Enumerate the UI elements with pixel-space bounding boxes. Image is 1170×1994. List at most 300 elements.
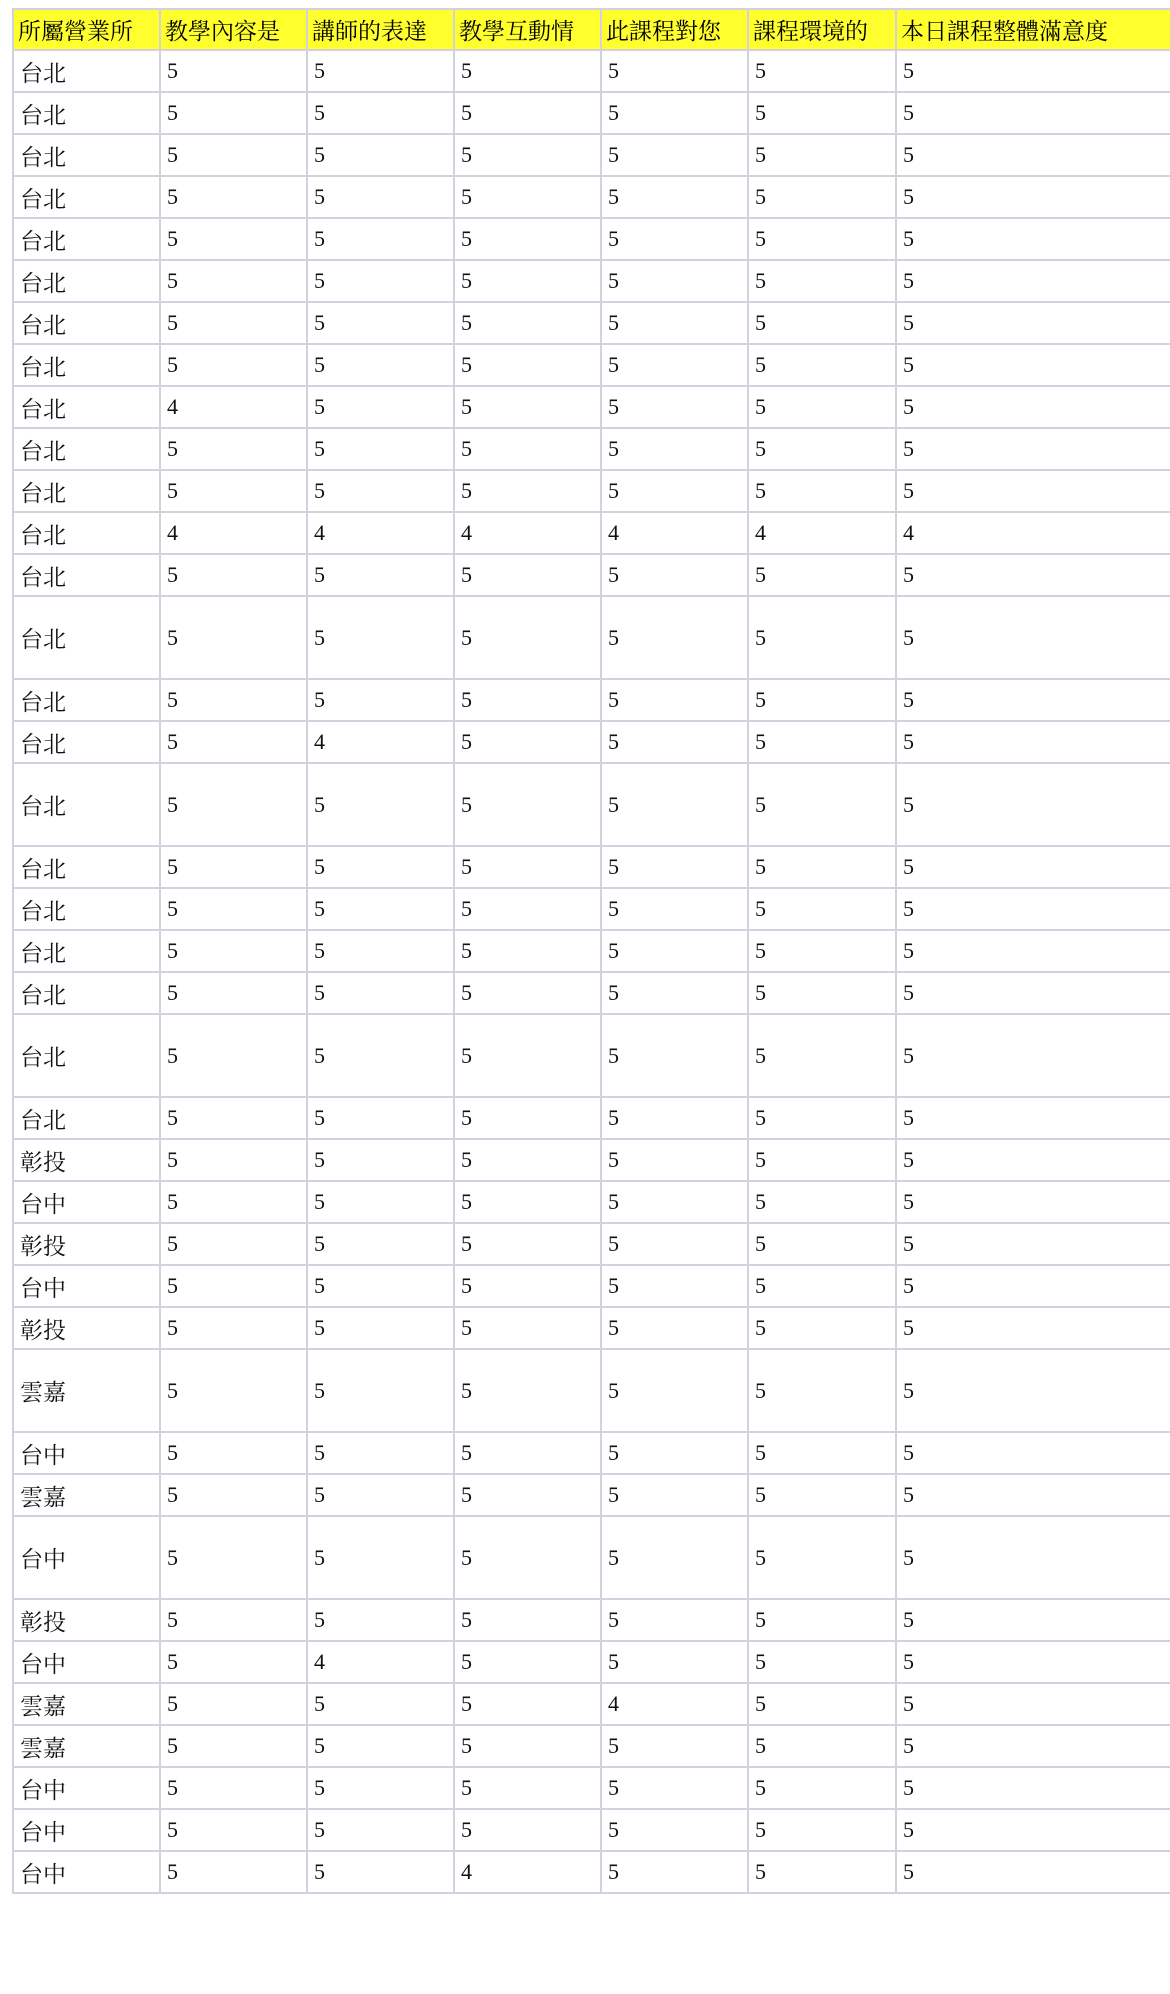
- rating-cell[interactable]: 5: [160, 1851, 307, 1893]
- rating-cell[interactable]: 5: [748, 1223, 896, 1265]
- rating-cell[interactable]: 5: [748, 1432, 896, 1474]
- rating-cell[interactable]: 5: [454, 92, 601, 134]
- rating-cell[interactable]: 5: [454, 930, 601, 972]
- rating-cell[interactable]: 5: [896, 972, 1170, 1014]
- rating-cell[interactable]: 5: [896, 1223, 1170, 1265]
- rating-cell[interactable]: 5: [601, 1349, 748, 1432]
- rating-cell[interactable]: 5: [160, 428, 307, 470]
- table-row: [13, 1139, 1170, 1181]
- branch-cell[interactable]: 台北: [13, 344, 160, 386]
- rating-cell[interactable]: 5: [748, 554, 896, 596]
- rating-cell[interactable]: 5: [307, 596, 454, 679]
- rating-cell[interactable]: 5: [748, 1097, 896, 1139]
- rating-cell[interactable]: 5: [454, 176, 601, 218]
- branch-cell[interactable]: 台中: [13, 1641, 160, 1683]
- rating-cell[interactable]: 5: [307, 1767, 454, 1809]
- branch-cell[interactable]: 雲嘉: [13, 1725, 160, 1767]
- rating-cell[interactable]: 5: [307, 1139, 454, 1181]
- branch-cell[interactable]: 台北: [13, 972, 160, 1014]
- rating-cell[interactable]: 5: [454, 1767, 601, 1809]
- rating-cell[interactable]: 5: [601, 428, 748, 470]
- rating-cell[interactable]: 5: [896, 888, 1170, 930]
- branch-cell[interactable]: 台中: [13, 1265, 160, 1307]
- branch-cell[interactable]: 台北: [13, 218, 160, 260]
- rating-cell[interactable]: 5: [454, 1432, 601, 1474]
- survey-sheet: [12, 8, 1170, 1894]
- header-cell[interactable]: 課程環境的: [748, 9, 896, 50]
- table-row: [13, 721, 1170, 763]
- rating-cell[interactable]: 5: [454, 1139, 601, 1181]
- table-row: [13, 218, 1170, 260]
- rating-cell[interactable]: 5: [454, 763, 601, 846]
- rating-cell[interactable]: 5: [454, 1307, 601, 1349]
- header-cell[interactable]: 所屬營業所: [13, 9, 160, 50]
- rating-cell[interactable]: 5: [601, 302, 748, 344]
- rating-cell[interactable]: 5: [896, 218, 1170, 260]
- rating-cell[interactable]: 5: [601, 679, 748, 721]
- rating-cell[interactable]: 5: [896, 1599, 1170, 1641]
- rating-cell[interactable]: 5: [307, 176, 454, 218]
- branch-cell[interactable]: 台北: [13, 134, 160, 176]
- rating-cell[interactable]: 5: [160, 302, 307, 344]
- header-cell[interactable]: 講師的表達: [307, 9, 454, 50]
- rating-cell[interactable]: 5: [454, 428, 601, 470]
- rating-cell[interactable]: 5: [748, 1349, 896, 1432]
- branch-cell[interactable]: 台北: [13, 930, 160, 972]
- table-row: [13, 846, 1170, 888]
- rating-cell[interactable]: 5: [160, 596, 307, 679]
- table-row: [13, 1432, 1170, 1474]
- rating-cell[interactable]: 5: [307, 134, 454, 176]
- rating-cell[interactable]: 5: [454, 888, 601, 930]
- rating-cell[interactable]: 5: [601, 1181, 748, 1223]
- rating-cell[interactable]: 5: [896, 679, 1170, 721]
- rating-cell[interactable]: 5: [748, 846, 896, 888]
- branch-cell[interactable]: 台中: [13, 1432, 160, 1474]
- rating-cell[interactable]: 5: [896, 1349, 1170, 1432]
- rating-cell[interactable]: 5: [454, 302, 601, 344]
- rating-cell[interactable]: 5: [748, 176, 896, 218]
- rating-cell[interactable]: 5: [307, 344, 454, 386]
- rating-cell[interactable]: 5: [896, 1516, 1170, 1599]
- rating-cell[interactable]: 5: [896, 1809, 1170, 1851]
- rating-cell[interactable]: 5: [160, 846, 307, 888]
- rating-cell[interactable]: 5: [896, 344, 1170, 386]
- rating-cell[interactable]: 5: [307, 218, 454, 260]
- branch-cell[interactable]: 台中: [13, 1767, 160, 1809]
- rating-cell[interactable]: 5: [748, 470, 896, 512]
- rating-cell[interactable]: 5: [307, 260, 454, 302]
- rating-cell[interactable]: 5: [896, 1307, 1170, 1349]
- rating-cell[interactable]: 5: [601, 386, 748, 428]
- rating-cell[interactable]: 5: [601, 1474, 748, 1516]
- branch-cell[interactable]: 台北: [13, 888, 160, 930]
- rating-cell[interactable]: 5: [160, 218, 307, 260]
- branch-cell[interactable]: 台北: [13, 92, 160, 134]
- rating-cell[interactable]: 5: [307, 302, 454, 344]
- rating-cell[interactable]: 5: [160, 679, 307, 721]
- rating-cell[interactable]: 5: [160, 1432, 307, 1474]
- rating-cell[interactable]: 5: [896, 1725, 1170, 1767]
- rating-cell[interactable]: 5: [307, 1516, 454, 1599]
- rating-cell[interactable]: 5: [160, 721, 307, 763]
- rating-cell[interactable]: 5: [454, 1809, 601, 1851]
- rating-cell[interactable]: 5: [160, 1014, 307, 1097]
- branch-cell[interactable]: 台北: [13, 763, 160, 846]
- rating-cell[interactable]: 5: [160, 930, 307, 972]
- header-cell[interactable]: 教學互動情: [454, 9, 601, 50]
- rating-cell[interactable]: 5: [454, 596, 601, 679]
- branch-cell[interactable]: 台北: [13, 260, 160, 302]
- branch-cell[interactable]: 台北: [13, 554, 160, 596]
- rating-cell[interactable]: 5: [307, 1725, 454, 1767]
- branch-cell[interactable]: 雲嘉: [13, 1683, 160, 1725]
- rating-cell[interactable]: 5: [748, 721, 896, 763]
- rating-cell[interactable]: 4: [896, 512, 1170, 554]
- rating-cell[interactable]: 5: [748, 596, 896, 679]
- rating-cell[interactable]: 5: [601, 1599, 748, 1641]
- rating-cell[interactable]: 5: [454, 1014, 601, 1097]
- rating-cell[interactable]: 5: [307, 1851, 454, 1893]
- rating-cell[interactable]: 5: [307, 1014, 454, 1097]
- rating-cell[interactable]: 5: [601, 1725, 748, 1767]
- rating-cell[interactable]: 5: [896, 721, 1170, 763]
- rating-cell[interactable]: 5: [160, 1683, 307, 1725]
- rating-cell[interactable]: 5: [748, 218, 896, 260]
- rating-cell[interactable]: 5: [896, 1014, 1170, 1097]
- rating-cell[interactable]: 5: [160, 1516, 307, 1599]
- rating-cell[interactable]: 5: [896, 134, 1170, 176]
- header-cell[interactable]: 教學內容是: [160, 9, 307, 50]
- rating-cell[interactable]: 5: [601, 1139, 748, 1181]
- rating-cell[interactable]: 5: [454, 972, 601, 1014]
- rating-cell[interactable]: 5: [896, 930, 1170, 972]
- rating-cell[interactable]: 5: [748, 888, 896, 930]
- table-row: [13, 386, 1170, 428]
- rating-cell[interactable]: 5: [748, 1307, 896, 1349]
- rating-cell[interactable]: 5: [896, 763, 1170, 846]
- rating-cell[interactable]: 5: [307, 470, 454, 512]
- rating-cell[interactable]: 5: [748, 1474, 896, 1516]
- rating-cell[interactable]: 5: [160, 1725, 307, 1767]
- rating-cell[interactable]: 5: [601, 1641, 748, 1683]
- rating-cell[interactable]: 5: [160, 260, 307, 302]
- branch-cell[interactable]: 台北: [13, 1014, 160, 1097]
- rating-cell[interactable]: 5: [160, 50, 307, 92]
- rating-cell[interactable]: 5: [601, 1097, 748, 1139]
- rating-cell[interactable]: 5: [896, 554, 1170, 596]
- rating-cell[interactable]: 4: [160, 512, 307, 554]
- rating-cell[interactable]: 5: [748, 1683, 896, 1725]
- rating-cell[interactable]: 5: [896, 302, 1170, 344]
- rating-cell[interactable]: 5: [896, 1265, 1170, 1307]
- rating-cell[interactable]: 4: [160, 386, 307, 428]
- rating-cell[interactable]: 5: [601, 1851, 748, 1893]
- branch-cell[interactable]: 台北: [13, 176, 160, 218]
- rating-cell[interactable]: 4: [601, 512, 748, 554]
- rating-cell[interactable]: 5: [748, 386, 896, 428]
- rating-cell[interactable]: 5: [748, 1516, 896, 1599]
- rating-cell[interactable]: 5: [601, 1307, 748, 1349]
- rating-cell[interactable]: 5: [454, 1683, 601, 1725]
- rating-cell[interactable]: 4: [454, 512, 601, 554]
- rating-cell[interactable]: 5: [454, 1265, 601, 1307]
- rating-cell[interactable]: 5: [601, 1516, 748, 1599]
- rating-cell[interactable]: 5: [748, 344, 896, 386]
- rating-cell[interactable]: 5: [454, 344, 601, 386]
- table-row: [13, 763, 1170, 846]
- rating-cell[interactable]: 5: [896, 1097, 1170, 1139]
- rating-cell[interactable]: 5: [896, 176, 1170, 218]
- rating-cell[interactable]: 5: [454, 470, 601, 512]
- rating-cell[interactable]: 5: [748, 1809, 896, 1851]
- rating-cell[interactable]: 5: [601, 1767, 748, 1809]
- rating-cell[interactable]: 5: [160, 888, 307, 930]
- rating-cell[interactable]: 5: [454, 721, 601, 763]
- rating-cell[interactable]: 5: [307, 763, 454, 846]
- rating-cell[interactable]: 5: [896, 1432, 1170, 1474]
- rating-cell[interactable]: 5: [160, 972, 307, 1014]
- rating-cell[interactable]: 5: [601, 260, 748, 302]
- rating-cell[interactable]: 5: [748, 679, 896, 721]
- rating-cell[interactable]: 5: [896, 1683, 1170, 1725]
- rating-cell[interactable]: 5: [748, 1725, 896, 1767]
- rating-cell[interactable]: 5: [454, 1223, 601, 1265]
- rating-cell[interactable]: 5: [601, 176, 748, 218]
- rating-cell[interactable]: 5: [307, 1223, 454, 1265]
- rating-cell[interactable]: 5: [307, 1809, 454, 1851]
- table-row: [13, 1097, 1170, 1139]
- rating-cell[interactable]: 5: [454, 554, 601, 596]
- rating-cell[interactable]: 5: [160, 176, 307, 218]
- rating-cell[interactable]: 5: [160, 1139, 307, 1181]
- rating-cell[interactable]: 5: [601, 596, 748, 679]
- rating-cell[interactable]: 5: [748, 302, 896, 344]
- rating-cell[interactable]: 5: [454, 1641, 601, 1683]
- branch-cell[interactable]: 台北: [13, 302, 160, 344]
- branch-cell[interactable]: 台中: [13, 1516, 160, 1599]
- rating-cell[interactable]: 5: [896, 1474, 1170, 1516]
- rating-cell[interactable]: 5: [748, 1014, 896, 1097]
- branch-cell[interactable]: 彰投: [13, 1599, 160, 1641]
- table-row: [13, 930, 1170, 972]
- table-row: [13, 92, 1170, 134]
- rating-cell[interactable]: 5: [601, 1014, 748, 1097]
- branch-cell[interactable]: 彰投: [13, 1223, 160, 1265]
- branch-cell[interactable]: 台中: [13, 1181, 160, 1223]
- rating-cell[interactable]: 5: [748, 930, 896, 972]
- rating-cell[interactable]: 5: [307, 1097, 454, 1139]
- branch-cell[interactable]: 台北: [13, 428, 160, 470]
- rating-cell[interactable]: 5: [307, 1181, 454, 1223]
- rating-cell[interactable]: 5: [896, 846, 1170, 888]
- table-row: [13, 1223, 1170, 1265]
- rating-cell[interactable]: 5: [601, 92, 748, 134]
- rating-cell[interactable]: 5: [896, 1641, 1170, 1683]
- rating-cell[interactable]: 5: [748, 92, 896, 134]
- rating-cell[interactable]: 5: [748, 1181, 896, 1223]
- rating-cell[interactable]: 5: [896, 596, 1170, 679]
- rating-cell[interactable]: 5: [601, 1432, 748, 1474]
- branch-cell[interactable]: 雲嘉: [13, 1474, 160, 1516]
- rating-cell[interactable]: 4: [748, 512, 896, 554]
- branch-cell[interactable]: 台北: [13, 721, 160, 763]
- rating-cell[interactable]: 5: [748, 134, 896, 176]
- rating-cell[interactable]: 5: [601, 888, 748, 930]
- rating-cell[interactable]: 5: [601, 470, 748, 512]
- rating-cell[interactable]: 5: [601, 50, 748, 92]
- branch-cell[interactable]: 台北: [13, 50, 160, 92]
- rating-cell[interactable]: 5: [601, 846, 748, 888]
- rating-cell[interactable]: 5: [307, 1265, 454, 1307]
- branch-cell[interactable]: 台中: [13, 1851, 160, 1893]
- branch-cell[interactable]: 台北: [13, 1097, 160, 1139]
- rating-cell[interactable]: 5: [748, 1139, 896, 1181]
- rating-cell[interactable]: 5: [160, 1265, 307, 1307]
- rating-cell[interactable]: 5: [454, 846, 601, 888]
- rating-cell[interactable]: 5: [601, 1223, 748, 1265]
- rating-cell[interactable]: 5: [454, 1725, 601, 1767]
- rating-cell[interactable]: 5: [307, 428, 454, 470]
- rating-cell[interactable]: 5: [896, 1767, 1170, 1809]
- rating-cell[interactable]: 5: [748, 50, 896, 92]
- rating-cell[interactable]: 4: [454, 1851, 601, 1893]
- rating-cell[interactable]: 5: [160, 1181, 307, 1223]
- rating-cell[interactable]: 5: [896, 260, 1170, 302]
- branch-cell[interactable]: 台中: [13, 1809, 160, 1851]
- rating-cell[interactable]: 5: [307, 1599, 454, 1641]
- rating-cell[interactable]: 5: [748, 763, 896, 846]
- rating-cell[interactable]: 5: [454, 260, 601, 302]
- rating-cell[interactable]: 5: [307, 1349, 454, 1432]
- rating-cell[interactable]: 5: [454, 1599, 601, 1641]
- branch-cell[interactable]: 台北: [13, 512, 160, 554]
- rating-cell[interactable]: 5: [307, 1474, 454, 1516]
- rating-cell[interactable]: 5: [160, 1349, 307, 1432]
- branch-cell[interactable]: 台北: [13, 386, 160, 428]
- rating-cell[interactable]: 5: [601, 344, 748, 386]
- rating-cell[interactable]: 5: [601, 763, 748, 846]
- rating-cell[interactable]: 5: [454, 134, 601, 176]
- rating-cell[interactable]: 5: [454, 679, 601, 721]
- rating-cell[interactable]: 5: [160, 554, 307, 596]
- rating-cell[interactable]: 5: [748, 1851, 896, 1893]
- rating-cell[interactable]: 5: [601, 134, 748, 176]
- table-body: [13, 50, 1170, 1893]
- rating-cell[interactable]: 5: [160, 1599, 307, 1641]
- rating-cell[interactable]: 5: [160, 763, 307, 846]
- table-row: [13, 1767, 1170, 1809]
- rating-cell[interactable]: 5: [601, 721, 748, 763]
- branch-cell[interactable]: 台北: [13, 470, 160, 512]
- table-row: [13, 1307, 1170, 1349]
- rating-cell[interactable]: 5: [601, 972, 748, 1014]
- rating-cell[interactable]: 5: [748, 1265, 896, 1307]
- rating-cell[interactable]: 5: [307, 554, 454, 596]
- rating-cell[interactable]: 5: [748, 972, 896, 1014]
- rating-cell[interactable]: 4: [601, 1683, 748, 1725]
- rating-cell[interactable]: 5: [307, 1307, 454, 1349]
- rating-cell[interactable]: 5: [307, 1683, 454, 1725]
- rating-cell[interactable]: 5: [896, 428, 1170, 470]
- rating-cell[interactable]: 5: [454, 1349, 601, 1432]
- rating-cell[interactable]: 5: [896, 50, 1170, 92]
- rating-cell[interactable]: 5: [896, 1851, 1170, 1893]
- rating-cell[interactable]: 5: [160, 1223, 307, 1265]
- rating-cell[interactable]: 5: [160, 1641, 307, 1683]
- rating-cell[interactable]: 5: [160, 1097, 307, 1139]
- branch-cell[interactable]: 台北: [13, 846, 160, 888]
- table-row: [13, 1851, 1170, 1893]
- rating-cell[interactable]: 5: [896, 386, 1170, 428]
- branch-cell[interactable]: 彰投: [13, 1139, 160, 1181]
- rating-cell[interactable]: 5: [307, 846, 454, 888]
- rating-cell[interactable]: 5: [748, 428, 896, 470]
- branch-cell[interactable]: 雲嘉: [13, 1349, 160, 1432]
- rating-cell[interactable]: 5: [601, 554, 748, 596]
- rating-cell[interactable]: 5: [748, 1599, 896, 1641]
- rating-cell[interactable]: 5: [601, 930, 748, 972]
- rating-cell[interactable]: 5: [454, 1097, 601, 1139]
- rating-cell[interactable]: 4: [307, 1641, 454, 1683]
- rating-cell[interactable]: 5: [454, 1474, 601, 1516]
- rating-cell[interactable]: 5: [307, 888, 454, 930]
- rating-cell[interactable]: 5: [748, 1641, 896, 1683]
- rating-cell[interactable]: 5: [160, 92, 307, 134]
- rating-cell[interactable]: 5: [896, 92, 1170, 134]
- rating-cell[interactable]: 5: [160, 1809, 307, 1851]
- rating-cell[interactable]: 5: [454, 1516, 601, 1599]
- rating-cell[interactable]: 5: [454, 386, 601, 428]
- rating-cell[interactable]: 5: [307, 50, 454, 92]
- rating-cell[interactable]: 5: [160, 470, 307, 512]
- rating-cell[interactable]: 5: [896, 1139, 1170, 1181]
- rating-cell[interactable]: 5: [307, 1432, 454, 1474]
- rating-cell[interactable]: 5: [601, 1265, 748, 1307]
- rating-cell[interactable]: 5: [160, 1767, 307, 1809]
- rating-cell[interactable]: 5: [748, 260, 896, 302]
- rating-cell[interactable]: 5: [601, 1809, 748, 1851]
- table-row: [13, 1516, 1170, 1599]
- header-cell[interactable]: 此課程對您: [601, 9, 748, 50]
- branch-cell[interactable]: 台北: [13, 596, 160, 679]
- rating-cell[interactable]: 5: [307, 679, 454, 721]
- rating-cell[interactable]: 5: [160, 1474, 307, 1516]
- rating-cell[interactable]: 5: [160, 1307, 307, 1349]
- rating-cell[interactable]: 5: [307, 972, 454, 1014]
- table-row: [13, 50, 1170, 92]
- rating-cell[interactable]: 5: [160, 344, 307, 386]
- rating-cell[interactable]: 5: [454, 1181, 601, 1223]
- branch-cell[interactable]: 彰投: [13, 1307, 160, 1349]
- branch-cell[interactable]: 台北: [13, 679, 160, 721]
- rating-cell[interactable]: 5: [896, 1181, 1170, 1223]
- header-cell[interactable]: 本日課程整體滿意度: [896, 9, 1170, 50]
- rating-cell[interactable]: 5: [307, 92, 454, 134]
- rating-cell[interactable]: 5: [454, 218, 601, 260]
- rating-cell[interactable]: 4: [307, 721, 454, 763]
- rating-cell[interactable]: 5: [454, 50, 601, 92]
- rating-cell[interactable]: 5: [307, 930, 454, 972]
- table-row: [13, 1181, 1170, 1223]
- rating-cell[interactable]: 5: [307, 386, 454, 428]
- rating-cell[interactable]: 5: [601, 218, 748, 260]
- rating-cell[interactable]: 5: [160, 134, 307, 176]
- rating-cell[interactable]: 5: [896, 470, 1170, 512]
- rating-cell[interactable]: 5: [748, 1767, 896, 1809]
- table-row: [13, 1265, 1170, 1307]
- rating-cell[interactable]: 4: [307, 512, 454, 554]
